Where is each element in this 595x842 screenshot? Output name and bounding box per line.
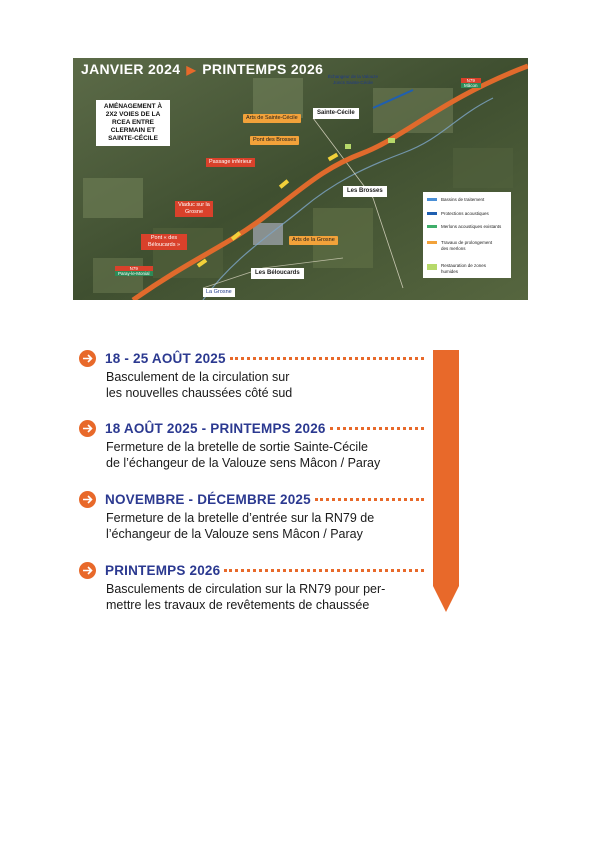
project-map <box>73 58 528 300</box>
legend-label: Merlons acoustiques existants <box>441 224 502 229</box>
arrow-right-icon <box>79 350 96 367</box>
route-badge-paray <box>115 266 153 276</box>
label-viaduc: Viaduc sur la Grosne <box>175 201 213 217</box>
entry-line: les nouvelles chaussées côté sud <box>106 386 293 400</box>
legend-item <box>427 263 499 274</box>
route-number: N79 <box>461 78 481 83</box>
entry-date: NOVEMBRE - DÉCEMBRE 2025 <box>105 491 311 507</box>
label-arts-grosne: Arts de la Grosne <box>289 236 338 245</box>
arrow-right-icon <box>79 491 96 508</box>
entry-line: Fermeture de la bretelle d’entrée sur la RN79 de <box>106 511 375 525</box>
entry-line: Basculement de la circulation sur <box>106 370 290 384</box>
entry-date: 18 AOÛT 2025 - PRINTEMPS 2026 <box>105 420 326 436</box>
label-les-beloucards: Les Béloucards <box>251 268 304 279</box>
map-title-end: PRINTEMPS 2026 <box>202 61 324 77</box>
legend-item <box>427 211 489 217</box>
label-arts-sainte-cecile: Arts de Sainte-Cécile <box>243 114 301 123</box>
legend-swatch <box>427 198 437 201</box>
entry-date: 18 - 25 AOÛT 2025 <box>105 350 226 366</box>
route-badge-macon <box>461 78 481 88</box>
legend-item <box>427 224 502 230</box>
entry-date: PRINTEMPS 2026 <box>105 562 221 578</box>
dotted-connector <box>315 498 424 501</box>
dotted-connector <box>224 569 424 572</box>
legend-swatch <box>427 225 437 228</box>
entry-line: l’échangeur de la Valouze sens Mâcon / Paray <box>106 527 363 541</box>
entry-description <box>106 510 374 542</box>
legend-item <box>427 240 495 251</box>
entry-description <box>106 439 380 471</box>
entry-line: de l’échangeur de la Valouze sens Mâcon / Paray <box>106 456 381 470</box>
legend-swatch <box>427 241 437 244</box>
entry-line: Basculements de circulation sur la RN79 pour per- <box>106 582 386 596</box>
entry-description <box>106 369 292 401</box>
label-les-brosses: Les Brosses <box>343 186 387 197</box>
entry-line: Fermeture de la bretelle de sortie Sainte-Cécile <box>106 440 368 454</box>
dotted-connector <box>230 357 424 360</box>
map-legend <box>423 192 511 278</box>
entry-description <box>106 581 385 613</box>
label-echangeur: Échangeur de la Valouze Joncs Sainte-Cécile <box>328 74 378 85</box>
map-title-start: JANVIER 2024 <box>81 61 181 77</box>
play-arrow-icon: ▶ <box>186 63 197 77</box>
project-label: AMÉNAGEMENT À 2X2 VOIES DE LA RCEA ENTRE CLERMAIN ET SAINTE-CÉCILE <box>96 100 170 146</box>
label-pont-brosses: Pont des Brosses <box>250 136 299 145</box>
legend-label: Travaux de prolongement des merlons <box>441 240 493 251</box>
label-la-grosne: La Grosne <box>203 288 235 297</box>
legend-swatch <box>427 264 437 270</box>
legend-label: Protections acoustiques <box>441 211 489 216</box>
legend-item <box>427 197 484 203</box>
route-number: N79 <box>115 266 153 271</box>
arrow-right-icon <box>79 562 96 579</box>
label-sainte-cecile: Sainte-Cécile <box>313 108 359 119</box>
legend-swatch <box>427 212 437 215</box>
route-direction: Paray-le-Monial <box>115 271 153 276</box>
route-direction: Mâcon <box>461 83 481 88</box>
legend-label: Restauration de zones humides <box>441 263 487 274</box>
legend-label: Bassins de traitement <box>441 197 485 202</box>
timeline-arrow <box>431 350 463 612</box>
label-passage-inferieur: Passage inférieur <box>206 158 255 167</box>
arrow-right-icon <box>79 420 96 437</box>
label-pont-beloucards: Pont « des Béloucards » <box>141 234 187 250</box>
entry-line: mettre les travaux de revêtements de chaussée <box>106 598 370 612</box>
map-title <box>81 61 323 77</box>
dotted-connector <box>330 427 424 430</box>
